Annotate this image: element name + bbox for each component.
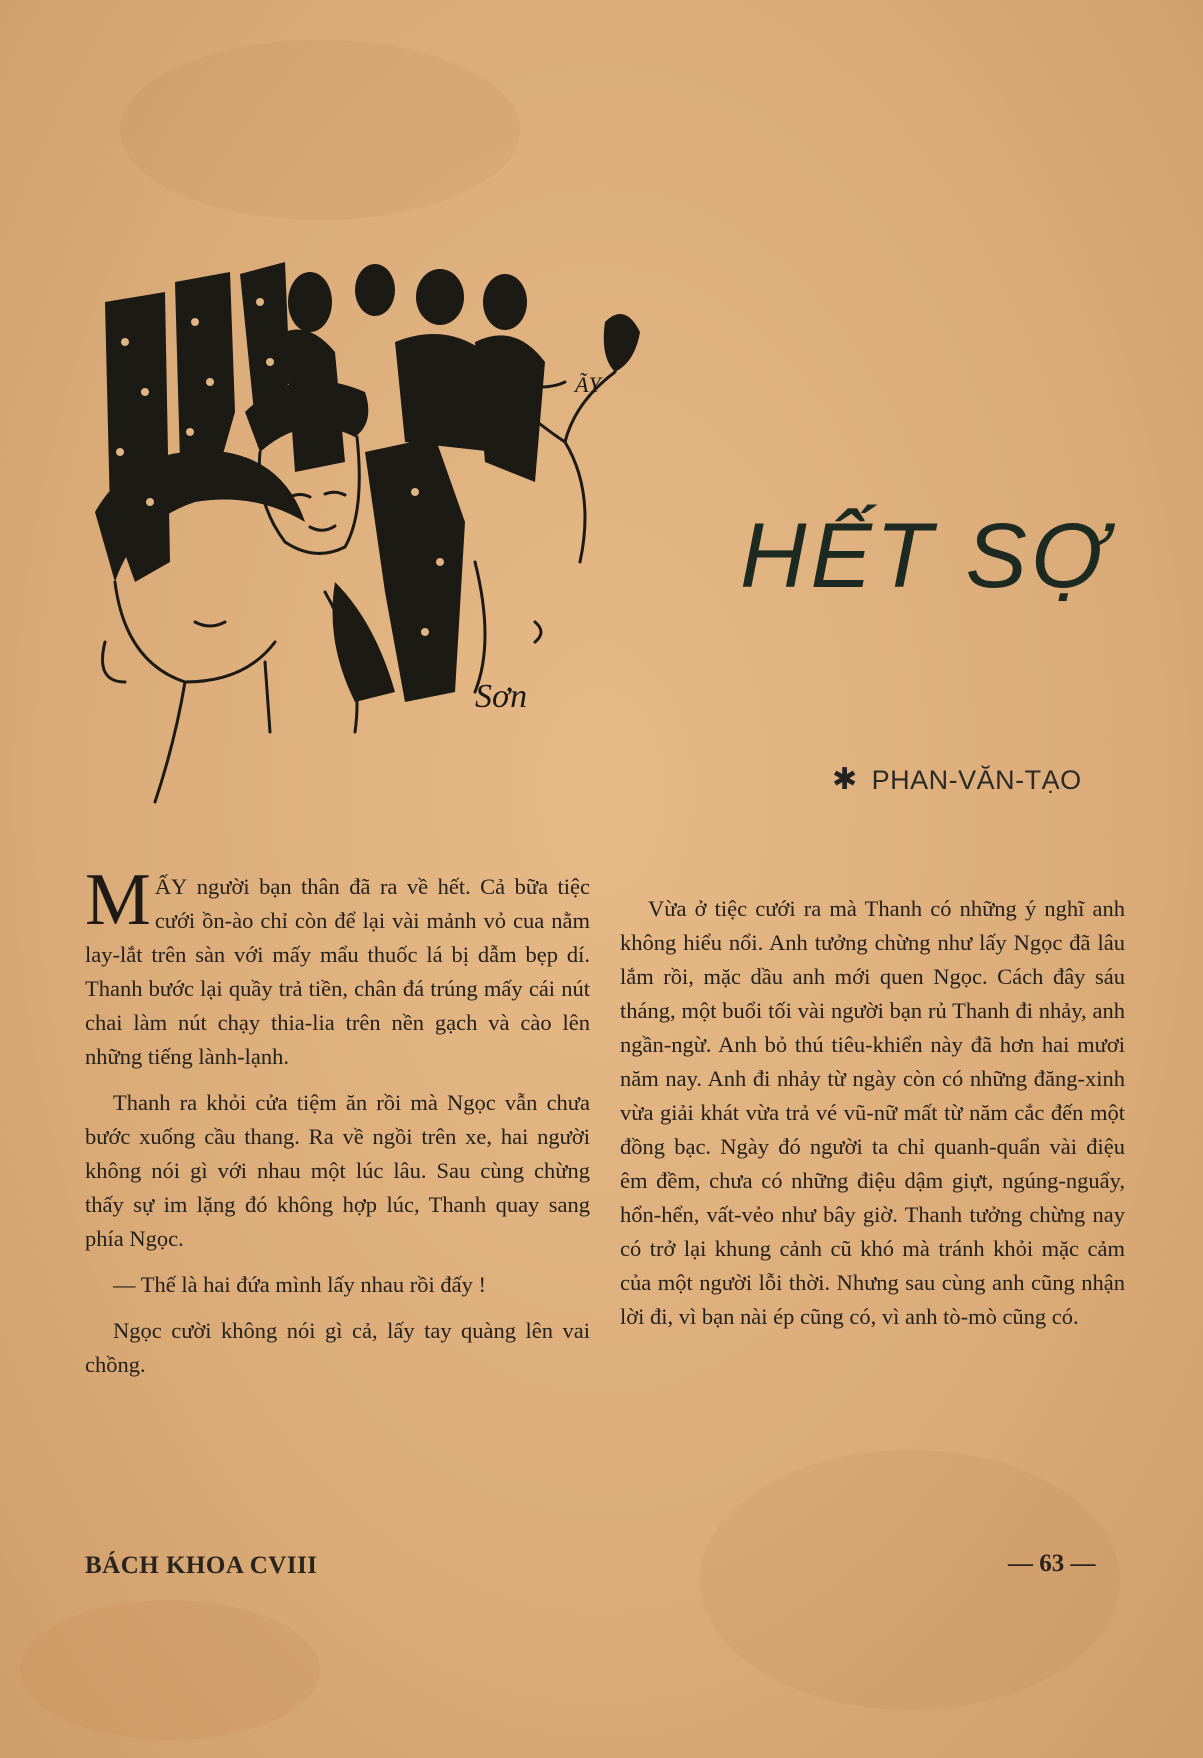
left-text-column xyxy=(85,859,590,1394)
story-title: HẾT SỢ xyxy=(740,505,1110,607)
star-icon: ✱ xyxy=(832,763,858,796)
illustration-signature: Sơn xyxy=(475,678,528,715)
drop-cap: M xyxy=(85,859,151,941)
opening-word: ẤY xyxy=(154,874,188,899)
page-number: — 63 — xyxy=(1008,1550,1096,1577)
right-text-column xyxy=(620,892,1125,1346)
paragraph: Thanh ra khỏi cửa tiệm ăn rồi mà Ngọc vẫn chưa bước xuống cầu thang. Ra về ngồi trên xe, hai người không nói gì với nhau một lúc lâu. Sau cùng chừng thấy sự im lặng đó không hợp lúc, Thanh quay sang phía Ngọc. xyxy=(85,1090,590,1251)
paragraph-text: người bạn thân đã ra về hết. Cả bữa tiệc cưới ồn-ào chỉ còn để lại vài mảnh vỏ cua nằm lay-lắt trên sàn với mấy mẩu thuốc lá bị dẫm bẹp dí. Thanh bước lại quầy trả tiền, chân đá trúng mấy cái nút chai làm nút chạy thia-lia trên nền gạch và cào lên những tiếng lành-lạnh. xyxy=(85,874,590,1069)
paragraph: Vừa ở tiệc cưới ra mà Thanh có những ý nghĩ anh không hiểu nổi. Anh tưởng chừng như lấy Ngọc đã lâu lắm rồi, mặc dầu anh mới quen Ngọc. Cách đây sáu tháng, một buổi tối vài người bạn rủ Thanh đi nhảy, anh ngần-ngừ. Anh bỏ thú tiêu-khiển này đã hơn hai mươi năm nay. Anh đi nhảy từ ngày còn có những đăng-xinh vừa giải khát vừa trả vé vũ-nữ mất từ năm cắc đến một đồng bạc. Ngày đó người ta chỉ quanh-quẩn vài điệu êm đềm, chưa có những điệu dậm giựt, ngúng-nguẩy, hổn-hển, vất-vẻo như bây giờ. Thanh tưởng chừng nay có trở lại khung cảnh cũ khó mà tránh khỏi mặc cảm của một người lỗi thời. Nhưng sau cùng anh cũng nhận lời đi, vì bạn nài ép cũng có, vì anh tò-mò cũng có. xyxy=(620,896,1125,1329)
paper-stain xyxy=(20,1600,320,1740)
paper-stain xyxy=(700,1450,1120,1710)
author-byline xyxy=(832,762,1152,797)
paper-stain xyxy=(120,40,520,220)
author-name: PHAN-VĂN-TẠO xyxy=(871,765,1082,795)
paragraph xyxy=(85,859,590,1074)
publication-footer: BÁCH KHOA CVIII xyxy=(85,1552,318,1579)
illustration-scribble: ÃY xyxy=(575,372,601,397)
story-illustration xyxy=(95,262,735,822)
paragraph: — Thế là hai đứa mình lấy nhau rồi đấy ! xyxy=(113,1272,486,1297)
paragraph: Ngọc cười không nói gì cả, lấy tay quàng lên vai chồng. xyxy=(85,1318,590,1377)
